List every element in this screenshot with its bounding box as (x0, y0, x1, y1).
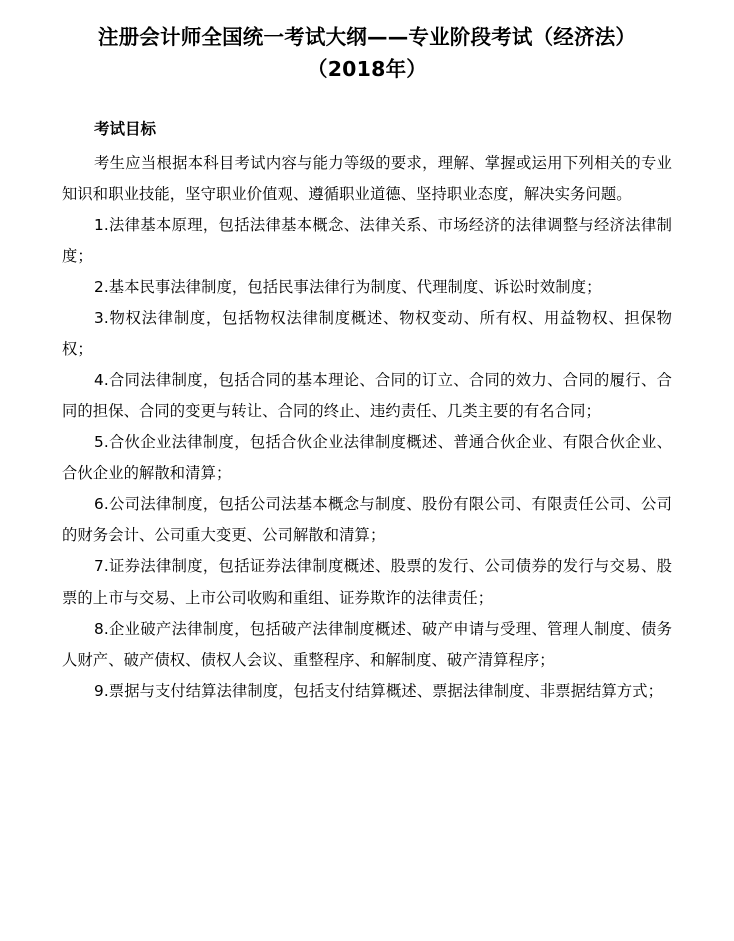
paragraph-item-8: 8.企业破产法律制度，包括破产法律制度概述、破产申请与受理、管理人制度、债务人财产、破产债权、债权人会议、重整程序、和解制度、破产清算程序； (62, 619, 672, 669)
paragraph-item-1: 1.法律基本原理，包括法律基本概念、法律关系、市场经济的法律调整与经济法律制度； (62, 215, 672, 266)
paragraph-item-6: 6.公司法律制度，包括公司法基本概念与制度、股份有限公司、有限责任公司、公司的财务会计、公司重大变更、公司解散和清算； (62, 495, 672, 545)
paragraph-item-5: 5.合伙企业法律制度，包括合伙企业法律制度概述、普通合伙企业、有限合伙企业、合伙企业的解散和清算； (62, 433, 672, 483)
paragraph-item-2: 2.基本民事法律制度，包括民事法律行为制度、代理制度、诉讼时效制度； (94, 278, 602, 297)
title-line-2: （2018年） (307, 56, 427, 81)
paragraph-intro: 考生应当根据本科目考试内容与能力等级的要求，理解、掌握或运用下列相关的专业知识和职业技能，坚守职业价值观、遵循职业道德、坚持职业态度，解决实务问题。 (62, 153, 672, 203)
paragraph-item-7: 7.证券法律制度，包括证券法律制度概述、股票的发行、公司债券的发行与交易、股票的上市与交易、上市公司收购和重组、证券欺诈的法律责任； (62, 557, 672, 607)
paragraph-item-9: 9.票据与支付结算法律制度，包括支付结算概述、票据法律制度、非票据结算方式； (94, 681, 664, 700)
paragraph-item-3: 3.物权法律制度，包括物权法律制度概述、物权变动、所有权、用益物权、担保物权； (62, 309, 672, 359)
title-line-1: 注册会计师全国统一考试大纲——专业阶段考试（经济法） (97, 25, 637, 49)
paragraph-item-4: 4.合同法律制度，包括合同的基本理论、合同的订立、合同的效力、合同的履行、合同的担保、合同的变更与转让、合同的终止、违约责任、几类主要的有名合同； (62, 371, 672, 421)
section-heading-exam-objective: 考试目标 (94, 119, 157, 138)
page-title (62, 22, 672, 86)
